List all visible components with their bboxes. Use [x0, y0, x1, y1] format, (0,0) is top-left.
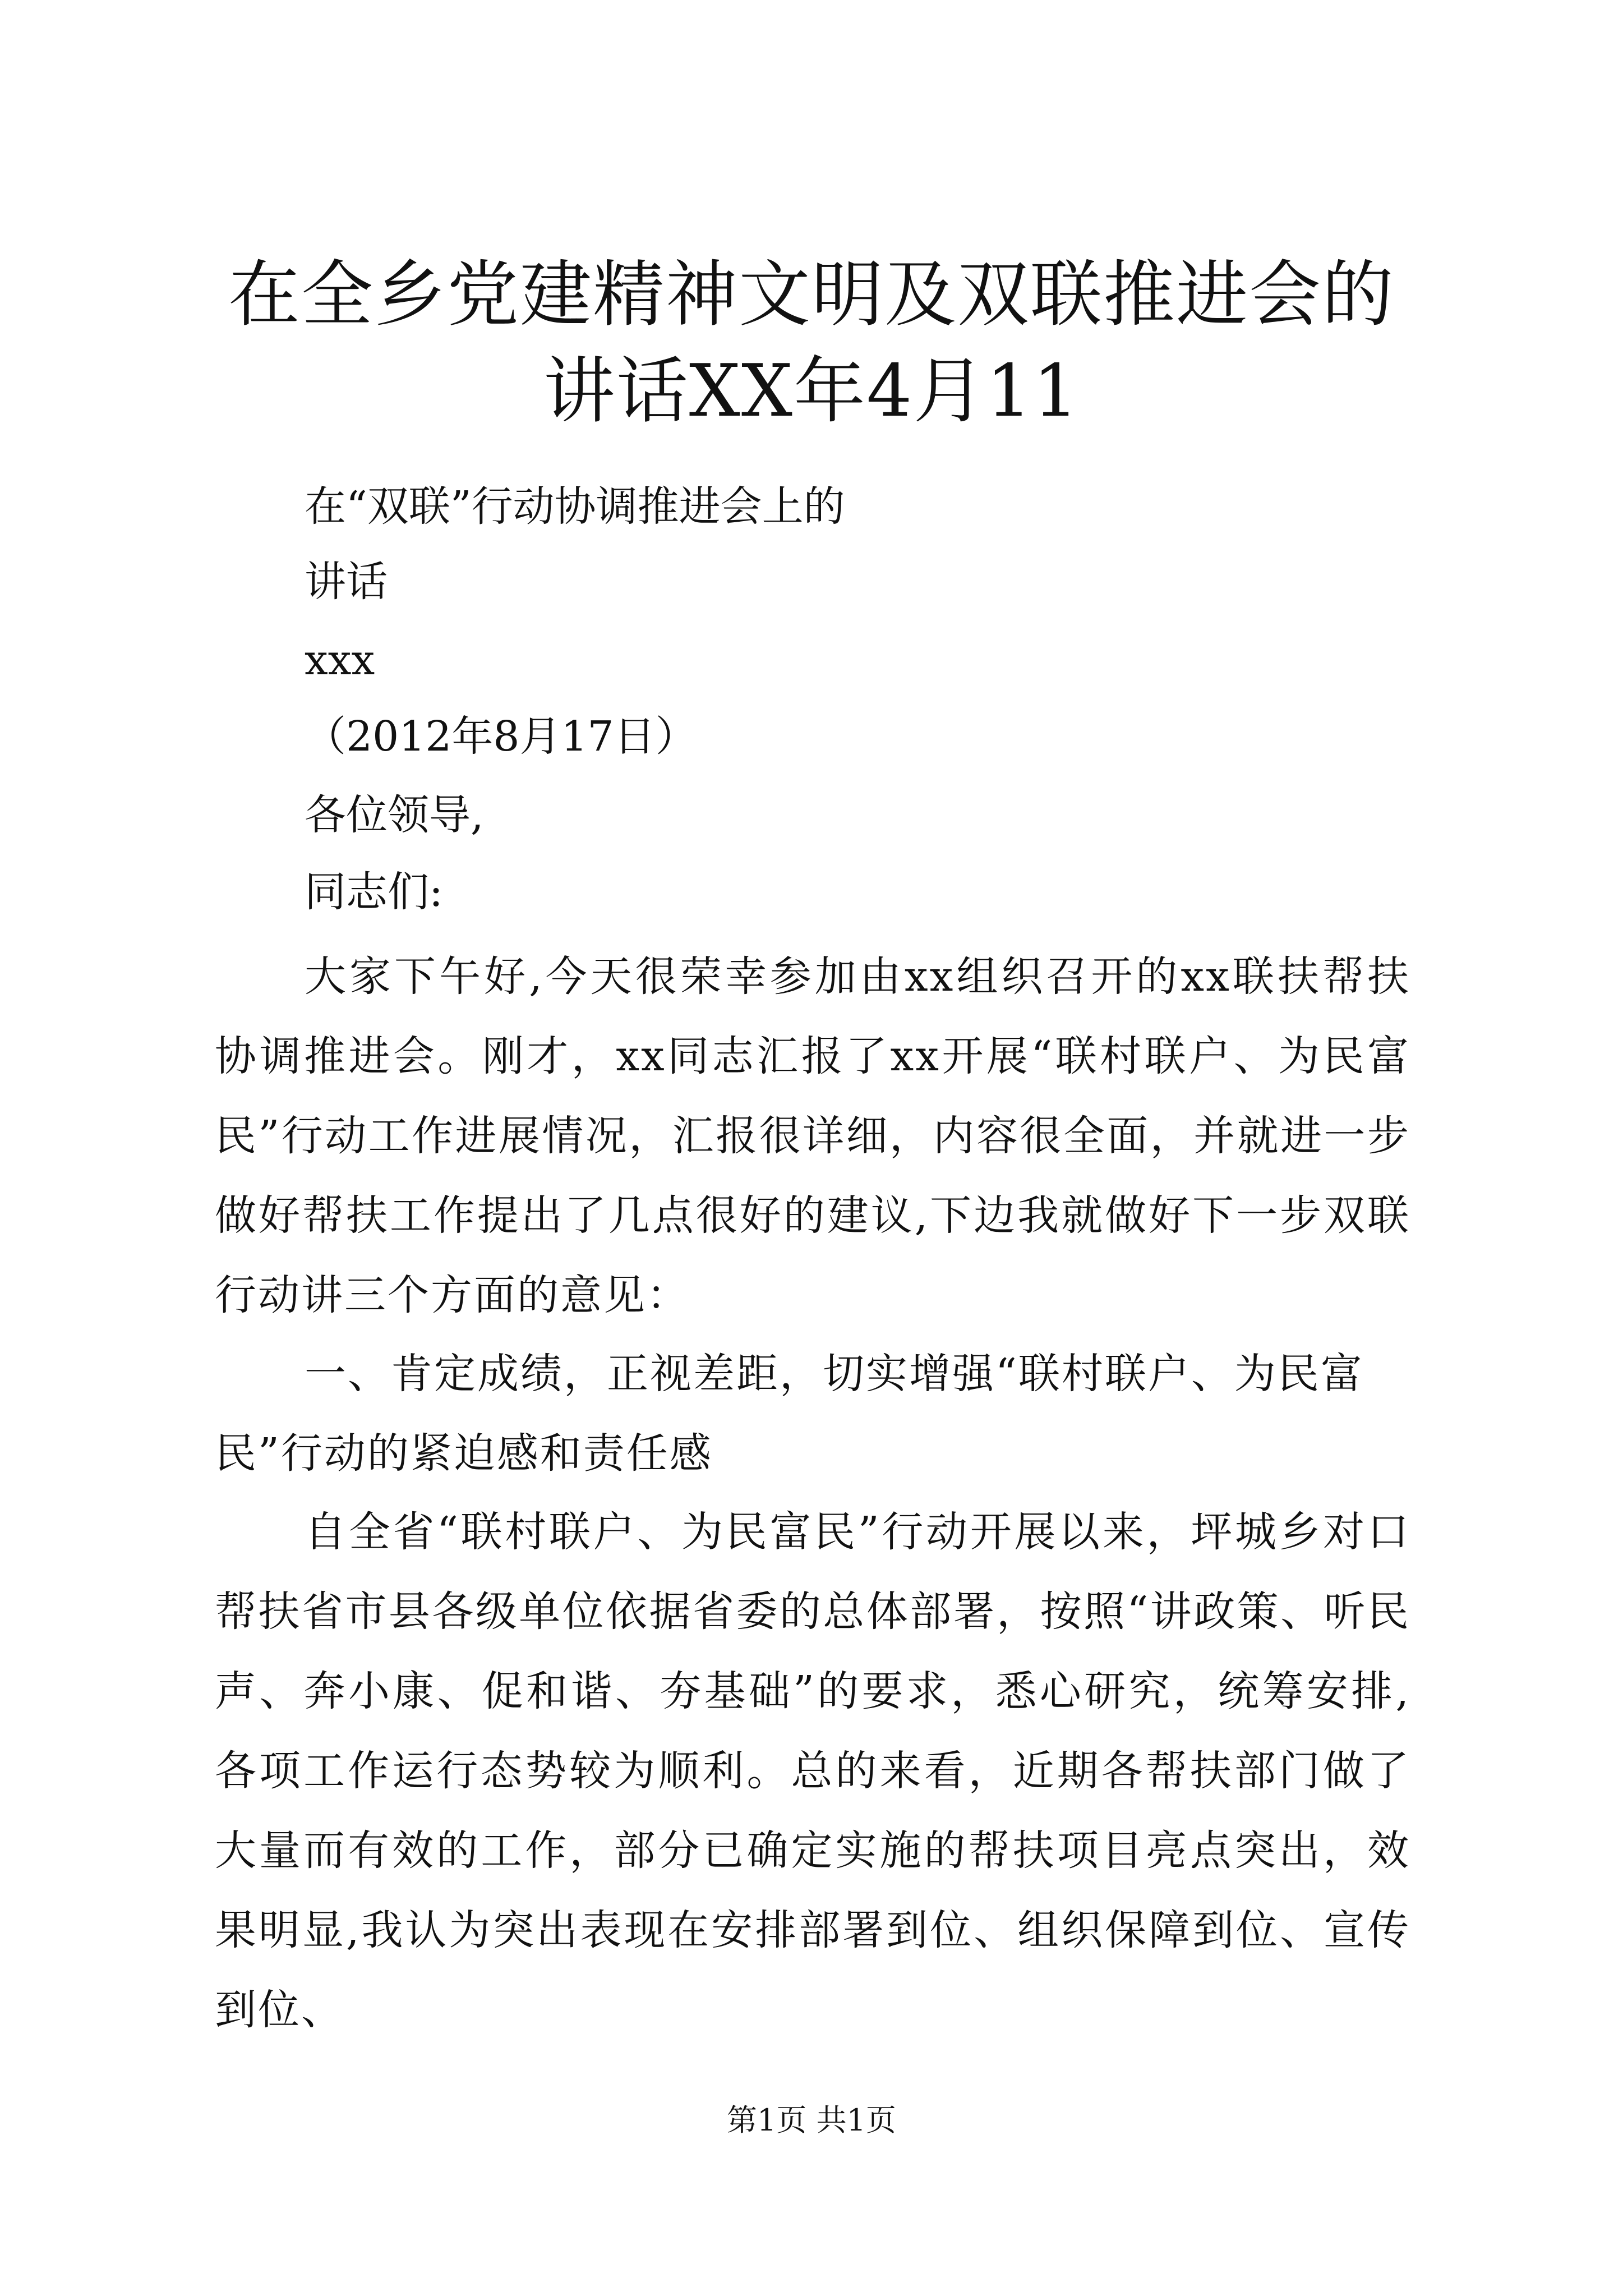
page-footer: 第1页 共1页 — [727, 2102, 896, 2138]
section-heading-1: 一、肯定成绩，正视差距，切实增强“联村联户、为民富民”行动的紧迫感和责任感 — [215, 1350, 1364, 1478]
paragraph-opening: 大家下午好,今天很荣幸参加由xx组织召开的xx联扶帮扶协调推进会。刚才，xx同志汇报了xx开展“联村联户、为民富民”行动工作进展情况，汇报很详细，内容很全面，并就进一步做好帮扶工作提出了几点很好的建议,下边我就做好下一步双联行动讲三个方面的意见： — [215, 953, 1410, 1319]
document-title: 在全乡党建精神文明及双联推进会的讲话XX年4月11 — [228, 253, 1395, 433]
speech-date: （2012年8月17日） — [305, 712, 697, 761]
salutation-leaders: 各位领导, — [305, 791, 484, 839]
paragraph-achievements: 自全省“联村联户、为民富民”行动开展以来，坪城乡对口帮扶省市县各级单位依据省委的总体部署，按照“讲政策、听民声、奔小康、促和谐、夯基础”的要求，悉心研究，统筹安排,各项工作运行态势较为顺利。总的来看，近期各帮扶部门做了大量而有效的工作，部分已确定实施的帮扶项目亮点突出，效果明显,我认为突出表现在安排部署到位、组织保障到位、宣传到位、 — [215, 1508, 1410, 2034]
subtitle-line-1: 在“双联”行动协调推进会上的 — [305, 482, 845, 531]
salutation-comrades: 同志们: — [305, 868, 443, 916]
subtitle-line-2: 讲话 — [305, 558, 388, 606]
speaker-name: xxx — [305, 636, 375, 684]
